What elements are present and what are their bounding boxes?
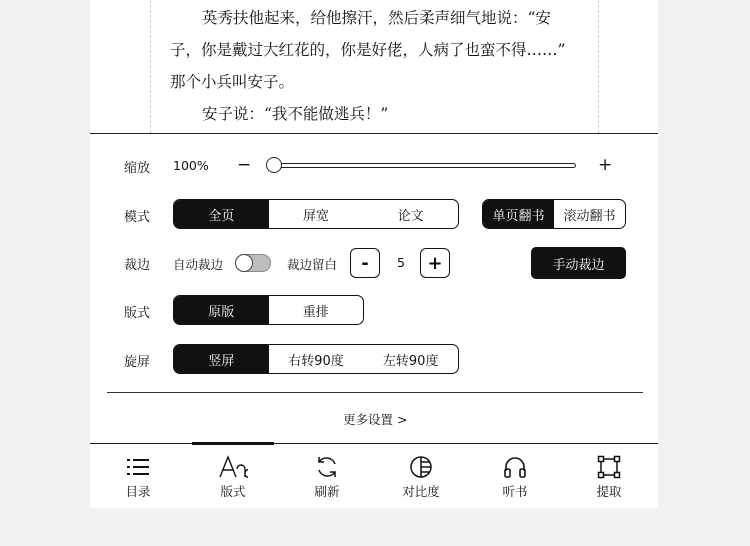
- toolbar-item-refresh[interactable]: [280, 444, 374, 508]
- mode-segmented-control: [173, 199, 459, 229]
- book-page: [90, 0, 658, 133]
- auto-crop-label: 自动裁边: [173, 257, 224, 272]
- auto-crop-toggle[interactable]: [235, 254, 271, 272]
- rotate-segmented-control: [173, 344, 459, 374]
- manual-crop-button[interactable]: 手动裁边: [531, 247, 626, 279]
- rotate-option-portrait[interactable]: 竖屏: [174, 345, 269, 373]
- book-text: [170, 2, 580, 130]
- toggle-knob: [235, 254, 253, 272]
- layout-option-reflow[interactable]: 重排: [302, 304, 329, 320]
- page-turn-segmented-control: [482, 199, 626, 229]
- crop-label: 裁边: [124, 258, 151, 273]
- font-size-icon: [218, 454, 248, 480]
- toolbar-item-contrast[interactable]: [374, 444, 468, 508]
- book-paragraph: 安子说：“我不能做逃兵！”: [202, 105, 389, 123]
- book-paragraph-cont: 子，你是戴过大红花的，你是好佬，人病了也蛮不得……”: [170, 41, 566, 59]
- list-icon: [127, 454, 149, 480]
- toolbar-item-toc[interactable]: [91, 444, 185, 508]
- crop-extract-icon: [597, 454, 621, 480]
- layout-label: 版式: [124, 306, 151, 321]
- zoom-value: 100%: [173, 158, 209, 173]
- toolbar-label: 提取: [596, 484, 622, 499]
- zoom-slider-handle[interactable]: [266, 157, 282, 173]
- headphones-icon: [503, 454, 527, 480]
- crop-margin-increase-button[interactable]: +: [420, 248, 450, 278]
- mode-label: 模式: [124, 210, 151, 225]
- reading-settings-panel: [90, 133, 658, 444]
- zoom-label: 缩放: [124, 161, 151, 176]
- more-settings-link[interactable]: 更多设置 >: [343, 412, 408, 427]
- crop-margin-label: 裁边留白: [287, 257, 338, 272]
- panel-divider: [107, 392, 643, 393]
- page-turn-scroll[interactable]: 滚动翻书: [563, 208, 616, 224]
- zoom-minus-button[interactable]: −: [237, 155, 252, 175]
- page-margin-right: [598, 0, 600, 133]
- book-paragraph: 英秀扶他起来，给他擦汗，然后柔声细气地说：“安: [202, 9, 551, 27]
- mode-option-full-page[interactable]: 全页: [174, 200, 269, 228]
- contrast-icon: [409, 454, 433, 480]
- toolbar-label: 目录: [125, 484, 151, 499]
- page-margin-left: [150, 0, 152, 133]
- toolbar-item-layout[interactable]: [186, 444, 280, 508]
- layout-segmented-control: [173, 295, 364, 325]
- rotate-option-left-90[interactable]: 左转90度: [382, 353, 439, 369]
- mode-option-paper[interactable]: 论文: [397, 208, 424, 224]
- toolbar-item-listen[interactable]: [468, 444, 562, 508]
- rotate-label: 旋屏: [124, 355, 151, 370]
- toolbar-label: 版式: [220, 484, 246, 499]
- refresh-icon: [315, 454, 339, 480]
- layout-option-original[interactable]: 原版: [174, 296, 269, 324]
- zoom-plus-button[interactable]: +: [598, 155, 613, 175]
- book-paragraph-end: 那个小兵叫安子。: [170, 73, 295, 91]
- crop-margin-value: 5: [397, 255, 405, 270]
- page-turn-single[interactable]: 单页翻书: [483, 200, 554, 228]
- mode-option-screen-width[interactable]: 屏宽: [303, 208, 330, 224]
- crop-margin-decrease-button[interactable]: -: [350, 248, 380, 278]
- toolbar-item-extract[interactable]: [562, 444, 656, 508]
- toolbar-label: 对比度: [402, 484, 440, 499]
- toolbar-label: 听书: [502, 484, 528, 499]
- rotate-option-right-90[interactable]: 右转90度: [288, 353, 344, 369]
- zoom-slider-track[interactable]: [268, 163, 576, 168]
- bottom-toolbar: [90, 443, 658, 508]
- toolbar-label: 刷新: [314, 484, 340, 499]
